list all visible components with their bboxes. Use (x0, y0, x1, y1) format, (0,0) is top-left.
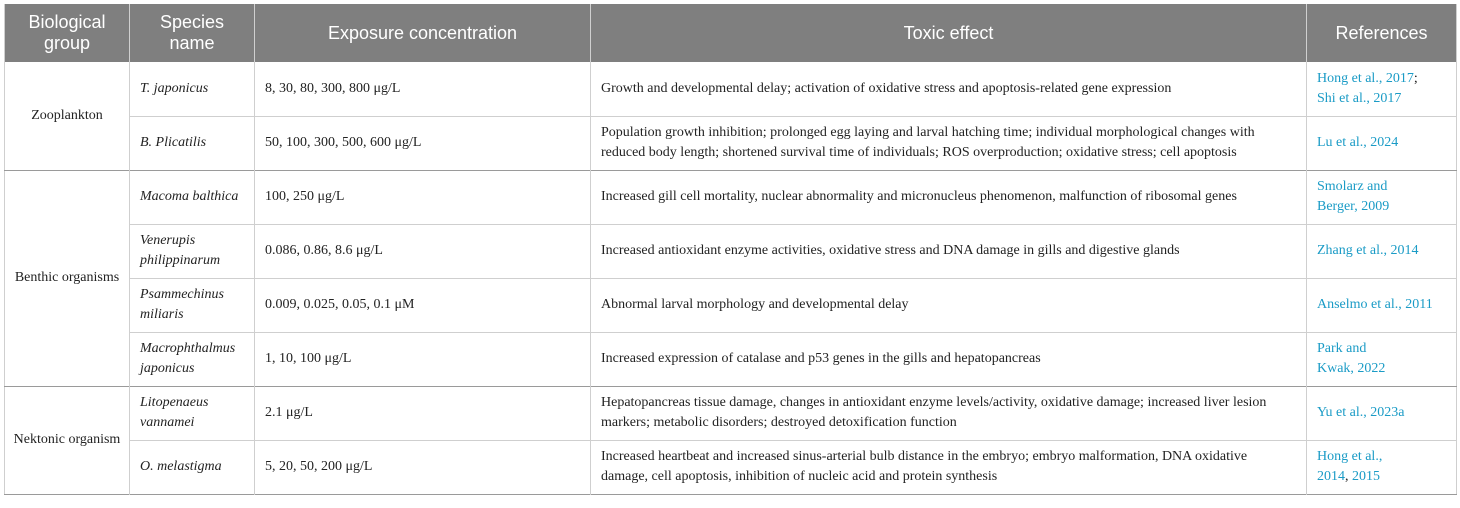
reference-link[interactable]: Zhang et al., 2014 (1317, 243, 1419, 258)
toxic-effect-cell: Increased expression of catalase and p53 genes in the gills and hepatopancreas (591, 332, 1307, 386)
exposure-concentration-cell: 50, 100, 300, 500, 600 μg/L (255, 116, 591, 170)
reference-link[interactable]: Anselmo et al., 2011 (1317, 297, 1433, 312)
references-cell (1307, 386, 1457, 440)
references-cell (1307, 278, 1457, 332)
reference-line (1317, 89, 1450, 109)
reference-line (1317, 447, 1450, 467)
species-name-cell: T. japonicus (130, 62, 255, 116)
header-toxic-effect: Toxic effect (591, 4, 1307, 62)
references-cell (1307, 332, 1457, 386)
toxic-effect-cell: Increased heartbeat and increased sinus-arterial bulb distance in the embryo; embryo malformation, DNA oxidative damage, cell apoptosis, inhibition of nucleic acid and protein synthesis (591, 440, 1307, 494)
reference-link[interactable]: Hong et al., (1317, 449, 1383, 464)
table-row (5, 224, 1457, 278)
header-exposure-concentration: Exposure concentration (255, 4, 591, 62)
biological-group-cell: Zooplankton (31, 107, 103, 123)
species-name-cell: O. melastigma (130, 440, 255, 494)
biological-group-cell: Benthic organisms (5, 170, 130, 386)
reference-link[interactable]: Park and (1317, 341, 1367, 356)
toxic-effect-cell: Increased antioxidant enzyme activities, oxidative stress and DNA damage in gills and digestive glands (591, 224, 1307, 278)
species-name-cell: Macoma balthica (130, 170, 255, 224)
exposure-concentration-cell: 0.086, 0.86, 8.6 μg/L (255, 224, 591, 278)
toxic-effect-cell: Growth and developmental delay; activation of oxidative stress and apoptosis-related gene expression (591, 62, 1307, 116)
references-cell (1307, 224, 1457, 278)
toxic-effect-cell: Increased gill cell mortality, nuclear abnormality and micronucleus phenomenon, malfunction of ribosomal genes (591, 170, 1307, 224)
toxic-effect-cell: Abnormal larval morphology and developmental delay (591, 278, 1307, 332)
table-row (5, 440, 1457, 494)
exposure-concentration-cell: 5, 20, 50, 200 μg/L (255, 440, 591, 494)
reference-line (1317, 241, 1450, 261)
species-name-cell: Macrophthalmus japonicus (130, 332, 255, 386)
biological-group-cell: Nektonic organism (5, 386, 130, 494)
species-name-cell: Litopenaeus vannamei (130, 386, 255, 440)
reference-line (1317, 177, 1450, 197)
reference-link[interactable]: Smolarz and (1317, 179, 1388, 194)
reference-link[interactable]: 2014 (1317, 469, 1345, 484)
table-row (5, 116, 1457, 170)
species-name-cell: Psammechinus miliaris (130, 278, 255, 332)
table-row (5, 278, 1457, 332)
references-cell (1307, 440, 1457, 494)
reference-link[interactable]: Lu et al., 2024 (1317, 135, 1399, 150)
reference-link[interactable]: 2015 (1352, 469, 1380, 484)
references-cell (1307, 170, 1457, 224)
reference-link[interactable]: Yu et al., 2023a (1317, 405, 1405, 420)
reference-line (1317, 133, 1450, 153)
table-row (5, 62, 1457, 116)
table-row (5, 170, 1457, 224)
table-body (5, 62, 1457, 494)
exposure-concentration-cell: 1, 10, 100 μg/L (255, 332, 591, 386)
reference-line (1317, 197, 1450, 217)
reference-line (1317, 295, 1450, 315)
reference-link[interactable]: Berger, 2009 (1317, 199, 1390, 214)
reference-line (1317, 359, 1450, 379)
exposure-concentration-cell: 0.009, 0.025, 0.05, 0.1 μM (255, 278, 591, 332)
references-cell (1307, 116, 1457, 170)
toxicity-table (4, 4, 1457, 495)
header-references: References (1307, 4, 1457, 62)
reference-line (1317, 403, 1450, 423)
toxic-effect-cell: Population growth inhibition; prolonged egg laying and larval hatching time; individual morphological changes with reduced body length; shortened survival time of individuals; ROS overproduction; oxidative stress; cell apoptosis (591, 116, 1307, 170)
reference-link[interactable]: Hong et al., 2017 (1317, 70, 1414, 86)
header-species-name: Species name (130, 4, 255, 62)
toxic-effect-cell: Hepatopancreas tissue damage, changes in antioxidant enzyme levels/activity, oxidative damage; increased liver lesion markers; metabolic disorders; destroyed detoxification function (591, 386, 1307, 440)
table-row (5, 332, 1457, 386)
header-biological-group: Biological group (5, 4, 130, 62)
reference-line (1317, 69, 1450, 89)
species-name-cell: B. Plicatilis (130, 116, 255, 170)
exposure-concentration-cell: 8, 30, 80, 300, 800 μg/L (255, 62, 591, 116)
reference-line (1317, 467, 1450, 487)
header-row (5, 4, 1457, 62)
reference-separator: ; (1413, 70, 1418, 86)
reference-separator: , (1345, 469, 1352, 484)
exposure-concentration-cell: 100, 250 μg/L (255, 170, 591, 224)
species-name-cell: Venerupis philippinarum (130, 224, 255, 278)
exposure-concentration-cell: 2.1 μg/L (255, 386, 591, 440)
table-header (5, 4, 1457, 62)
reference-link[interactable]: Shi et al., 2017 (1317, 90, 1402, 106)
table-row (5, 386, 1457, 440)
reference-link[interactable]: Kwak, 2022 (1317, 361, 1386, 376)
reference-line (1317, 339, 1450, 359)
references-cell (1307, 62, 1457, 116)
